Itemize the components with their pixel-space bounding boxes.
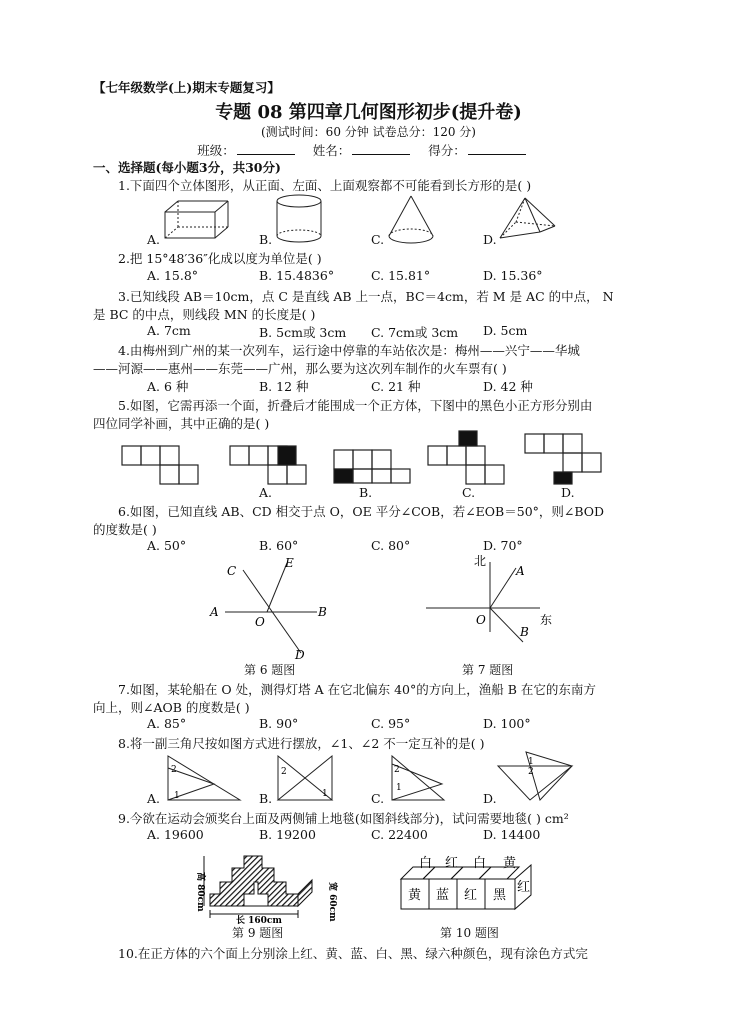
figure-10 bbox=[395, 855, 555, 920]
q1-figures bbox=[0, 192, 737, 252]
q9-option-d[interactable]: D. 14400 bbox=[483, 827, 541, 842]
question-3-line2: 是 BC 的中点，则线段 MN 的长度是( ) bbox=[93, 307, 316, 322]
question-4-line2: ——河源——惠州——东莞——广州，那么要为这次列车制作的火车票有( ) bbox=[93, 361, 507, 376]
fig6-label-d: D bbox=[295, 648, 305, 662]
exam-tag: 【七年级数学(上)期末专题复习】 bbox=[93, 80, 280, 95]
q3-option-d[interactable]: D. 5cm bbox=[483, 323, 528, 338]
fig10-caption: 第 10 题图 bbox=[440, 926, 499, 940]
q6-option-c[interactable]: C. 80° bbox=[371, 538, 411, 553]
q5-option-a[interactable]: A. bbox=[259, 485, 273, 500]
class-blank bbox=[237, 142, 295, 155]
fig6-caption: 第 6 题图 bbox=[244, 663, 296, 677]
fig9-width-label: 宽 60cm bbox=[327, 882, 337, 922]
fig7-label-b: B bbox=[520, 625, 529, 639]
q3-option-b[interactable]: B. 5cm或 3cm bbox=[259, 325, 347, 340]
cuboid-figure bbox=[165, 201, 228, 238]
q8b-angle-1: 1 bbox=[322, 789, 328, 799]
q8a-angle-1: 1 bbox=[174, 791, 180, 801]
fig9-caption: 第 9 题图 bbox=[232, 926, 284, 940]
q4-option-a[interactable]: A. 6 种 bbox=[147, 379, 189, 394]
net-original bbox=[122, 446, 198, 484]
q1-option-b[interactable]: B. bbox=[259, 232, 273, 247]
cylinder-figure bbox=[277, 195, 321, 242]
question-3-line1: 3.已知线段 AB＝10cm，点 C 是直线 AB 上一点，BC＝4cm，若 M 是 AC 的中点， N bbox=[118, 289, 614, 304]
q3-option-c[interactable]: C. 7cm或 3cm bbox=[371, 325, 459, 340]
q6-option-d[interactable]: D. 70° bbox=[483, 538, 523, 553]
net-option-c bbox=[428, 431, 504, 484]
question-10-line1: 10.在正方体的六个面上分别涂上红、黄、蓝、白、黑、绿六种颜色，现有涂色方式完 bbox=[118, 946, 588, 961]
question-7-line2: 向上，则∠AOB 的度数是( ) bbox=[93, 700, 250, 715]
name-label: 姓名： bbox=[312, 143, 351, 158]
q3-option-a[interactable]: A. 7cm bbox=[147, 323, 191, 338]
question-5-line2: 四位同学补画，其中正确的是( ) bbox=[93, 416, 270, 431]
net-option-d bbox=[525, 434, 601, 484]
question-5-line1: 5.如图，它需再添一个面，折叠后才能围成一个正方体，下图中的黑色小正方形分别由 bbox=[118, 398, 593, 413]
fig7-label-east: 东 bbox=[540, 613, 553, 627]
score-blank bbox=[468, 142, 526, 155]
q8-figure-c bbox=[392, 756, 444, 800]
question-9-stem: 9.今欲在运动会颁奖台上面及两侧铺上地毯(如图斜线部分)，试问需要地毯( ) cm² bbox=[118, 811, 569, 826]
cone-figure bbox=[389, 196, 433, 243]
question-7-line1: 7.如图，某轮船在 O 处，测得灯塔 A 在它北偏东 40°的方向上，渔船 B 在它的东南方 bbox=[118, 682, 596, 697]
pyramid-figure bbox=[500, 198, 555, 238]
q9-option-c[interactable]: C. 22400 bbox=[371, 827, 428, 842]
q9-option-b[interactable]: B. 19200 bbox=[259, 827, 316, 842]
fig10-top-1: 白 bbox=[419, 856, 433, 871]
q7-option-d[interactable]: D. 100° bbox=[483, 716, 531, 731]
q8c-angle-1: 1 bbox=[396, 783, 402, 793]
fig10-front-1: 黄 bbox=[408, 888, 422, 903]
q4-option-b[interactable]: B. 12 种 bbox=[259, 379, 309, 394]
q8-figures bbox=[0, 750, 737, 810]
q4-option-d[interactable]: D. 42 种 bbox=[483, 379, 533, 394]
q8-option-b[interactable]: B. bbox=[259, 791, 273, 806]
q1-option-c[interactable]: C. bbox=[371, 232, 385, 247]
fig10-top-2: 红 bbox=[445, 856, 459, 871]
question-1-stem: 1.下面四个立体图形，从正面、左面、上面观察都不可能看到长方形的是( ) bbox=[118, 178, 532, 193]
figure-6 bbox=[205, 555, 345, 663]
figure-7 bbox=[418, 550, 568, 650]
fig7-label-north: 北 bbox=[474, 554, 487, 568]
q1-option-a[interactable]: A. bbox=[147, 232, 161, 247]
exam-subtitle: (测试时间：60 分钟 试卷总分：120 分) bbox=[261, 125, 476, 139]
net-option-b bbox=[334, 450, 410, 483]
q8b-angle-2: 2 bbox=[281, 767, 287, 777]
fig10-top-3: 白 bbox=[473, 856, 487, 871]
fig7-caption: 第 7 题图 bbox=[462, 663, 514, 677]
figure-9 bbox=[192, 848, 342, 926]
question-6-line1: 6.如图，已知直线 AB、CD 相交于点 O，OE 平分∠COB，若∠EOB＝50°，则∠BOD bbox=[118, 504, 605, 519]
fig6-label-b: B bbox=[318, 605, 327, 619]
q8-option-c[interactable]: C. bbox=[371, 791, 385, 806]
page-title: 专题 08 第四章几何图形初步(提升卷) bbox=[215, 102, 522, 123]
q9-option-a[interactable]: A. 19600 bbox=[147, 827, 204, 842]
class-label: 班级： bbox=[197, 143, 235, 158]
q2-option-d[interactable]: D. 15.36° bbox=[483, 268, 543, 283]
q8d-angle-2: 2 bbox=[528, 767, 534, 777]
q8d-angle-1: 1 bbox=[528, 757, 534, 767]
fig6-label-a: A bbox=[210, 605, 219, 619]
fig10-front-3: 红 bbox=[464, 888, 478, 903]
fig10-front-2: 蓝 bbox=[436, 888, 450, 903]
net-option-a bbox=[230, 446, 306, 484]
question-4-line1: 4.由梅州到广州的某一次列车，运行途中停靠的车站依次是：梅州——兴宁——华城 bbox=[118, 343, 580, 358]
q1-option-d[interactable]: D. bbox=[483, 232, 497, 247]
fig9-length-label: 长 160cm bbox=[236, 916, 282, 926]
q8a-angle-2: 2 bbox=[171, 765, 177, 775]
name-blank bbox=[352, 142, 410, 155]
q7-option-a[interactable]: A. 85° bbox=[147, 716, 187, 731]
fig6-label-e: E bbox=[285, 556, 294, 570]
q5-nets bbox=[0, 430, 737, 485]
q5-option-b[interactable]: B. bbox=[359, 485, 373, 500]
q6-option-a[interactable]: A. 50° bbox=[147, 538, 187, 553]
q6-option-b[interactable]: B. 60° bbox=[259, 538, 299, 553]
fig10-side: 红 bbox=[517, 880, 531, 895]
q8-option-d[interactable]: D. bbox=[483, 791, 497, 806]
student-fields bbox=[0, 141, 737, 159]
fig9-height-label: 高 80cm bbox=[195, 872, 205, 912]
q4-option-c[interactable]: C. 21 种 bbox=[371, 379, 421, 394]
fig6-label-c: C bbox=[227, 564, 237, 578]
q2-option-b[interactable]: B. 15.4836° bbox=[259, 268, 335, 283]
q2-option-c[interactable]: C. 15.81° bbox=[371, 268, 431, 283]
score-label: 得分： bbox=[428, 143, 466, 158]
fig7-label-a: A bbox=[516, 564, 525, 578]
q7-option-b[interactable]: B. 90° bbox=[259, 716, 299, 731]
question-2-stem: 2.把 15°48′36″化成以度为单位是( ) bbox=[118, 251, 322, 266]
fig6-label-o: O bbox=[255, 615, 265, 629]
question-8-stem: 8.将一副三角尺按如图方式进行摆放，∠1、∠2 不一定互补的是( ) bbox=[118, 736, 485, 751]
q2-option-a[interactable]: A. 15.8° bbox=[147, 268, 199, 283]
q5-option-c[interactable]: C. bbox=[462, 485, 476, 500]
fig10-front-4: 黑 bbox=[493, 888, 507, 903]
section-title: 一、选择题(每小题3分，共30分) bbox=[93, 160, 281, 175]
q5-option-d[interactable]: D. bbox=[561, 485, 575, 500]
question-6-line2: 的度数是( ) bbox=[93, 522, 157, 537]
q8-option-a[interactable]: A. bbox=[147, 791, 161, 806]
fig10-top-4: 黄 bbox=[503, 856, 517, 871]
q8-figure-d bbox=[498, 752, 572, 800]
fig7-label-o: O bbox=[476, 613, 486, 627]
q7-option-c[interactable]: C. 95° bbox=[371, 716, 411, 731]
q8c-angle-2: 2 bbox=[394, 765, 400, 775]
